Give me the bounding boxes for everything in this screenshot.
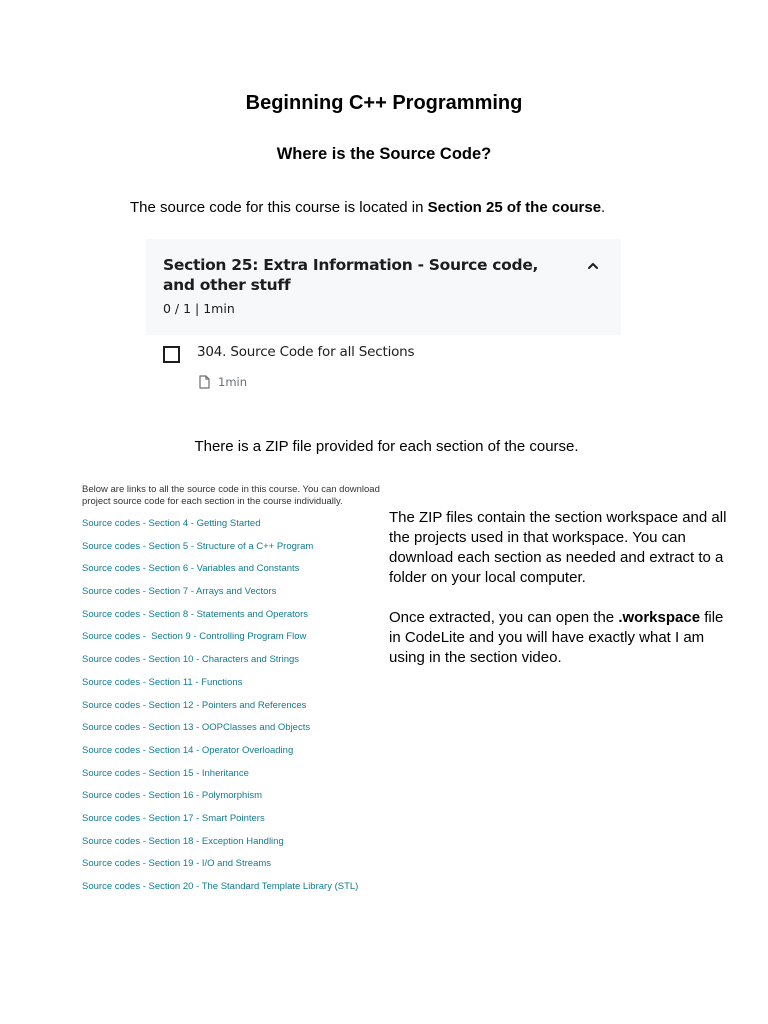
source-link-section-12[interactable]: Source codes - Section 12 - Pointers and References <box>82 699 307 711</box>
page-title: Beginning C++ Programming <box>245 92 523 114</box>
source-link-section-13[interactable]: Source codes - Section 13 - OOPClasses and Objects <box>82 722 311 734</box>
page-subtitle: Where is the Source Code? <box>276 145 492 163</box>
source-link-section-19[interactable]: Source codes - Section 19 - I/O and Streams <box>82 858 272 870</box>
source-link-section-18[interactable]: Source codes - Section 18 - Exception Handling <box>82 835 284 847</box>
source-link-section-7[interactable]: Source codes - Section 7 - Arrays and Vectors <box>82 586 277 598</box>
source-link-section-4[interactable]: Source codes - Section 4 - Getting Started <box>82 518 261 529</box>
source-link-section-10[interactable]: Source codes - Section 10 - Characters and Strings <box>82 654 300 666</box>
source-link-section-17[interactable]: Source codes - Section 17 - Smart Pointers <box>82 812 265 824</box>
file-icon <box>199 375 210 389</box>
zip-note: There is a ZIP file provided for each section of the course. <box>194 438 579 455</box>
section-progress: 0 / 1 | 1min <box>163 301 235 316</box>
source-link-section-9[interactable]: Source codes - Section 9 - Controlling Program Flow <box>82 631 307 643</box>
source-link-section-15[interactable]: Source codes - Section 15 - Inheritance <box>82 767 249 779</box>
chevron-up-icon[interactable] <box>585 259 601 273</box>
source-link-section-6[interactable]: Source codes - Section 6 - Variables and Constants <box>82 563 300 575</box>
lecture-duration: 1min <box>218 375 248 389</box>
source-link-section-5[interactable]: Source codes - Section 5 - Structure of a C++ Program <box>82 540 314 552</box>
lecture-row[interactable] <box>146 335 621 400</box>
extract-prefix: Once extracted, you can open the <box>389 609 619 626</box>
source-link-section-8[interactable]: Source codes - Section 8 - Statements and Operators <box>82 608 309 620</box>
lecture-title[interactable]: 304. Source Code for all Sections <box>197 344 415 360</box>
source-link-section-20[interactable]: Source codes - Section 20 - The Standard Template Library (STL) <box>82 881 359 892</box>
source-link-section-14[interactable]: Source codes - Section 14 - Operator Overloading <box>82 744 294 756</box>
zip-description: The ZIP files contain the section workspace and all the projects used in that workspace. You can download each section as needed and extract to a folder on your local computer. <box>389 509 727 586</box>
source-link-section-16[interactable]: Source codes - Section 16 - Polymorphism <box>82 790 263 802</box>
lecture-checkbox[interactable] <box>163 346 180 363</box>
intro-bold: Section 25 of the course <box>427 199 602 216</box>
source-links-list <box>82 518 358 904</box>
course-section-card <box>146 239 621 400</box>
extract-suffix: file in CodeLite and you will have exactly what I am using in the section video. <box>389 609 724 666</box>
extract-description <box>389 608 729 668</box>
section-title: Section 25: Extra Information - Source code, and other stuff <box>163 256 539 294</box>
links-intro: Below are links to all the source code in this course. You can download project source code for each section in the course individually. <box>82 484 380 507</box>
intro-paragraph <box>130 199 605 216</box>
intro-prefix: The source code for this course is located in <box>130 199 428 216</box>
source-link-section-11[interactable]: Source codes - Section 11 - Functions <box>82 676 243 688</box>
workspace-term: .workspace <box>618 609 701 626</box>
intro-suffix: . <box>601 199 606 216</box>
section-header[interactable] <box>146 239 621 335</box>
